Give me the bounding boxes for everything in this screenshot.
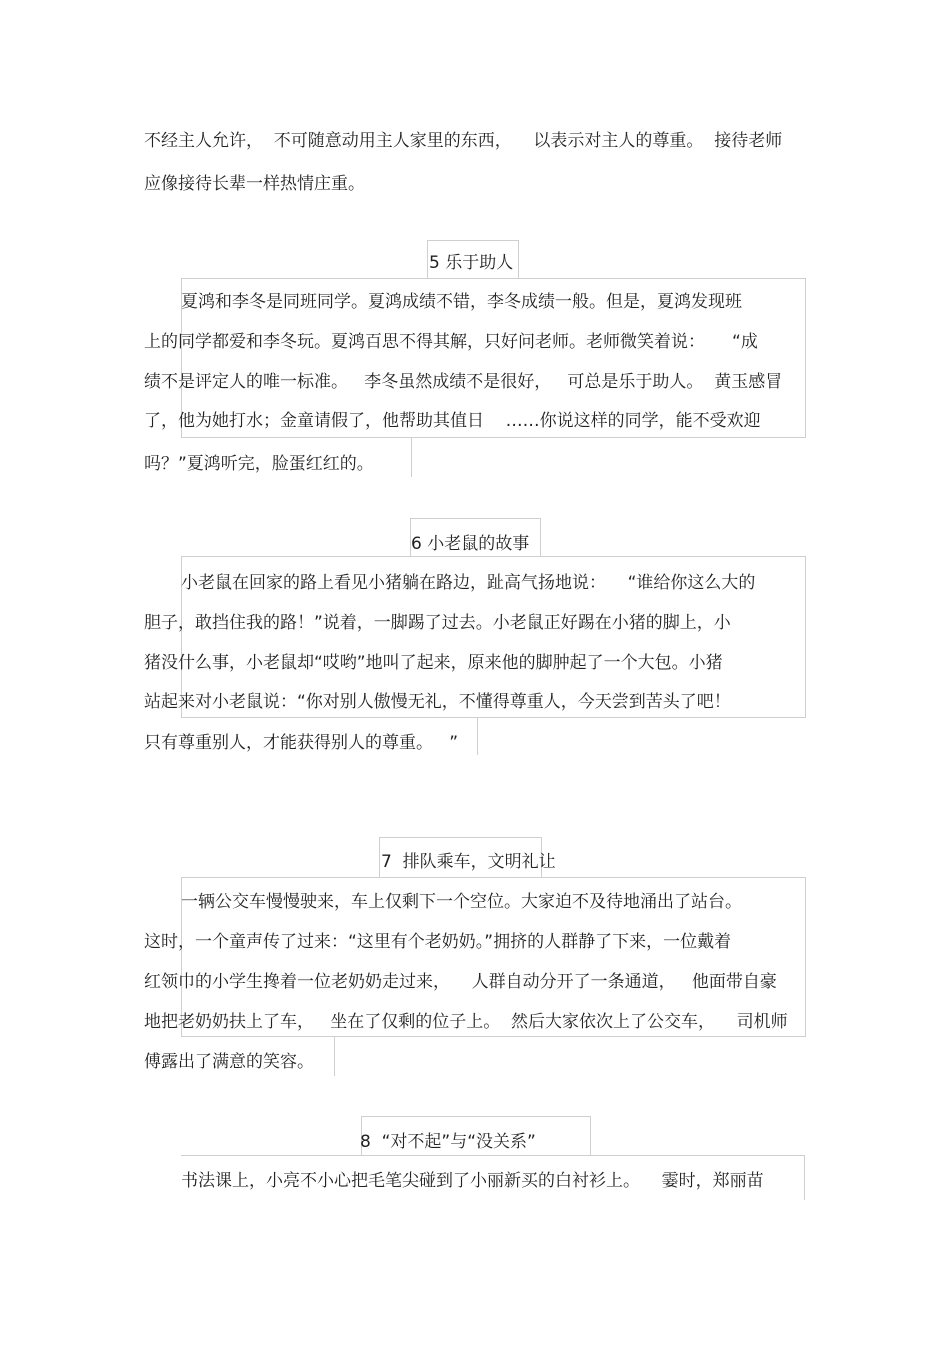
section-7-line-4: 地把老奶奶扶上了车， 坐在了仅剩的位子上。 然后大家依次上了公交车， 司机师 <box>144 1012 788 1032</box>
section-5-line-1: 夏鸿和李冬是同班同学。夏鸿成绩不错，李冬成绩一般。但是，夏鸿发现班 <box>181 292 742 312</box>
section-7-title: 7 排队乘车，文明礼让 <box>381 852 556 872</box>
intro-line-2: 应像接待长辈一样热情庄重。 <box>144 174 365 194</box>
section-6-title: 6 小老鼠的故事 <box>411 534 530 554</box>
section-5-line-4: 了，他为她打水；金童请假了，他帮助其值日 ……你说这样的同学，能不受欢迎 <box>144 411 761 431</box>
section-7-line-5: 傅露出了满意的笑容。 <box>144 1052 314 1072</box>
section-7-line-3: 红领巾的小学生搀着一位老奶奶走过来， 人群自动分开了一条通道， 他面带自豪 <box>144 972 777 992</box>
section-7-line-2: 这时，一个童声传了过来：“这里有个老奶奶。”拥挤的人群静了下来，一位戴着 <box>144 932 732 952</box>
section-6-tail-frame <box>477 717 479 755</box>
section-6-line-4: 站起来对小老鼠说：“你对别人傲慢无礼，不懂得尊重人，今天尝到苦头了吧！ <box>144 692 731 712</box>
section-8-line-1: 书法课上，小亮不小心把毛笔尖碰到了小丽新买的白衬衫上。 霎时，郑丽苗 <box>181 1171 764 1191</box>
section-7-tail-frame <box>334 1036 336 1076</box>
section-5-title: 5 乐于助人 <box>429 253 514 273</box>
section-8-title: 8 “对不起”与“没关系” <box>360 1132 536 1152</box>
section-6-line-3: 猪没什么事，小老鼠却“哎哟”地叫了起来，原来他的脚肿起了一个大包。小猪 <box>144 653 723 673</box>
section-7-line-1: 一辆公交车慢慢驶来，车上仅剩下一个空位。大家迫不及待地涌出了站台。 <box>181 892 742 912</box>
intro-line-1: 不经主人允许， 不可随意动用主人家里的东西， 以表示对主人的尊重。 接待老师 <box>144 131 783 151</box>
section-6-line-2: 胆子，敢挡住我的路！”说着，一脚踢了过去。小老鼠正好踢在小猪的脚上，小 <box>144 613 731 633</box>
section-5-line-3: 绩不是评定人的唯一标准。 李冬虽然成绩不是很好， 可总是乐于助人。 黄玉感冒 <box>144 372 783 392</box>
section-5-line-5: 吗？”夏鸿听完，脸蛋红红的。 <box>144 454 374 474</box>
section-5-line-2: 上的同学都爱和李冬玩。夏鸿百思不得其解，只好问老师。老师微笑着说： “成 <box>144 332 758 352</box>
section-6-line-5: 只有尊重别人，才能获得别人的尊重。 ” <box>144 733 459 753</box>
section-6-line-1: 小老鼠在回家的路上看见小猪躺在路边，趾高气扬地说： “谁给你这么大的 <box>181 573 756 593</box>
section-5-tail-frame <box>411 437 413 477</box>
